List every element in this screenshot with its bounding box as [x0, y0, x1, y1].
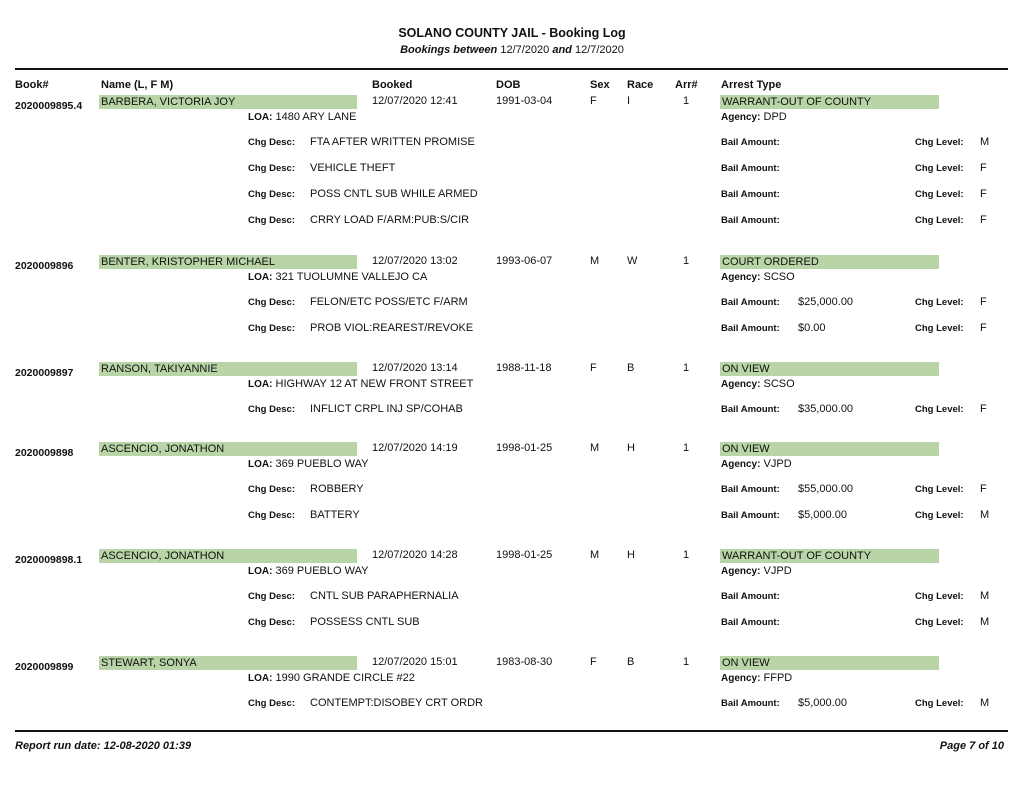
charge-desc-label: Chg Desc: [248, 404, 295, 415]
agency-label: Agency: [721, 566, 761, 577]
bail-amount-label: Bail Amount: [721, 137, 780, 148]
loa-label: LOA: [248, 566, 273, 577]
inmate-name: BENTER, KRISTOPHER MICHAEL [99, 255, 357, 269]
location-of-arrest [248, 565, 368, 577]
col-name: Name (L, F M) [101, 79, 174, 91]
sex-value: F [590, 95, 597, 107]
booked-datetime: 12/07/2020 14:28 [372, 549, 458, 561]
charge-row [0, 509, 1024, 523]
charge-desc-label: Chg Desc: [248, 137, 295, 148]
charge-description: VEHICLE THEFT [310, 162, 396, 174]
inmate-name: BARBERA, VICTORIA JOY [99, 95, 357, 109]
agency-value: VJPD [763, 565, 792, 577]
date-to: 12/7/2020 [574, 44, 624, 56]
charge-desc-label: Chg Desc: [248, 484, 295, 495]
bail-amount: $25,000.00 [798, 296, 854, 308]
report-title: SOLANO COUNTY JAIL - Booking Log [398, 26, 626, 40]
inmate-name: ASCENCIO, JONATHON [99, 549, 357, 563]
charge-description: FELON/ETC POSS/ETC F/ARM [310, 296, 468, 308]
arrest-type: COURT ORDERED [720, 255, 939, 269]
arrest-count: 1 [683, 656, 690, 668]
bail-amount: $55,000.00 [798, 483, 854, 495]
charge-level-label: Chg Level: [915, 323, 964, 334]
location-of-arrest [248, 271, 427, 283]
agency-label: Agency: [721, 112, 761, 123]
loa-value: HIGHWAY 12 AT NEW FRONT STREET [275, 378, 474, 390]
race-value: B [627, 656, 635, 668]
charge-row [0, 136, 1024, 150]
col-race: Race [627, 79, 654, 91]
charge-row [0, 214, 1024, 228]
arrest-count: 1 [683, 95, 690, 107]
agency-value: VJPD [763, 458, 792, 470]
sex-value: M [590, 255, 600, 267]
bail-amount-label: Bail Amount: [721, 297, 780, 308]
charge-level: F [980, 322, 987, 334]
booked-datetime: 12/07/2020 13:02 [372, 255, 458, 267]
charge-level: M [980, 697, 990, 709]
charge-level-label: Chg Level: [915, 163, 964, 174]
date-of-birth: 1988-11-18 [496, 362, 552, 374]
arrest-type: WARRANT-OUT OF COUNTY [720, 95, 939, 109]
charge-level: M [980, 590, 990, 602]
col-arrest-type: Arrest Type [721, 79, 782, 91]
charge-description: ROBBERY [310, 483, 364, 495]
bail-amount-label: Bail Amount: [721, 323, 780, 334]
bail-amount-label: Bail Amount: [721, 698, 780, 709]
loa-value: 1990 GRANDE CIRCLE #22 [275, 672, 415, 684]
subtitle-prefix: Bookings between [400, 44, 498, 56]
book-number: 2020009897 [15, 367, 74, 379]
location-of-arrest [248, 672, 415, 684]
booking-record [0, 442, 1024, 535]
charge-row [0, 590, 1024, 604]
header-rule [15, 68, 1008, 70]
charge-desc-label: Chg Desc: [248, 323, 295, 334]
date-of-birth: 1983-08-30 [496, 656, 553, 668]
charge-level: M [980, 616, 990, 628]
footer-rule [15, 730, 1008, 732]
charge-level: F [980, 296, 987, 308]
charge-description: POSSESS CNTL SUB [310, 616, 420, 628]
book-number: 2020009898 [15, 447, 74, 459]
location-of-arrest [248, 458, 368, 470]
charge-row [0, 483, 1024, 497]
charge-description: CNTL SUB PARAPHERNALIA [310, 590, 459, 602]
loa-label: LOA: [248, 379, 273, 390]
charge-description: CRRY LOAD F/ARM:PUB:S/CIR [310, 214, 470, 226]
charge-level-label: Chg Level: [915, 137, 964, 148]
arrest-type: ON VIEW [720, 442, 939, 456]
charge-description: FTA AFTER WRITTEN PROMISE [310, 136, 475, 148]
charge-level-label: Chg Level: [915, 189, 964, 200]
bail-amount: $5,000.00 [798, 697, 847, 709]
charge-level: M [980, 136, 990, 148]
arresting-agency [721, 378, 795, 390]
bail-amount: $0.00 [798, 322, 826, 334]
race-value: H [627, 549, 635, 561]
loa-value: 321 TUOLUMNE VALLEJO CA [275, 271, 428, 283]
race-value: I [627, 95, 631, 107]
agency-label: Agency: [721, 459, 761, 470]
inmate-name: RANSON, TAKIYANNIE [99, 362, 357, 376]
bail-amount-label: Bail Amount: [721, 617, 780, 628]
arrest-count: 1 [683, 255, 690, 267]
agency-value: SCSO [763, 378, 795, 390]
col-arr: Arr# [675, 79, 698, 91]
page-number: Page 7 of 10 [939, 740, 1004, 752]
race-value: H [627, 442, 635, 454]
charge-level-label: Chg Level: [915, 617, 964, 628]
book-number: 2020009896 [15, 260, 74, 272]
col-dob: DOB [496, 79, 521, 91]
bail-amount-label: Bail Amount: [721, 484, 780, 495]
arrest-count: 1 [683, 362, 690, 374]
charge-row [0, 188, 1024, 202]
booked-datetime: 12/07/2020 15:01 [372, 656, 458, 668]
loa-label: LOA: [248, 459, 273, 470]
sex-value: M [590, 549, 600, 561]
arresting-agency [721, 271, 795, 283]
charge-level: F [980, 403, 987, 415]
agency-label: Agency: [721, 673, 761, 684]
arresting-agency [721, 672, 792, 684]
date-from: 12/7/2020 [500, 44, 550, 56]
arresting-agency [721, 565, 792, 577]
charge-description: CONTEMPT:DISOBEY CRT ORDR [310, 697, 483, 709]
charge-row [0, 322, 1024, 336]
charge-level: F [980, 483, 987, 495]
agency-value: SCSO [763, 271, 795, 283]
charge-desc-label: Chg Desc: [248, 215, 295, 226]
bail-amount: $35,000.00 [798, 403, 854, 415]
sex-value: M [590, 442, 600, 454]
arrest-count: 1 [683, 549, 690, 561]
report-run-date: Report run date: 12-08-2020 01:39 [15, 740, 192, 752]
bail-amount-label: Bail Amount: [721, 163, 780, 174]
charge-level: F [980, 188, 987, 200]
sex-value: F [590, 656, 597, 668]
charge-description: PROB VIOL:REAREST/REVOKE [310, 322, 474, 334]
loa-value: 1480 ARY LANE [275, 111, 357, 123]
book-number: 2020009895.4 [15, 100, 83, 112]
book-number: 2020009899 [15, 661, 74, 673]
charge-level-label: Chg Level: [915, 404, 964, 415]
inmate-name: ASCENCIO, JONATHON [99, 442, 357, 456]
booked-datetime: 12/07/2020 13:14 [372, 362, 458, 374]
arrest-type: WARRANT-OUT OF COUNTY [720, 549, 939, 563]
charge-level-label: Chg Level: [915, 297, 964, 308]
col-booked: Booked [372, 79, 413, 91]
charge-row [0, 162, 1024, 176]
agency-value: DPD [763, 111, 787, 123]
bail-amount-label: Bail Amount: [721, 404, 780, 415]
charge-level: M [980, 509, 990, 521]
sex-value: F [590, 362, 597, 374]
bail-amount: $5,000.00 [798, 509, 847, 521]
location-of-arrest [248, 378, 473, 390]
date-of-birth: 1993-06-07 [496, 255, 553, 267]
charge-level: F [980, 214, 987, 226]
charge-level-label: Chg Level: [915, 484, 964, 495]
report-subtitle [0, 44, 1024, 56]
charge-level-label: Chg Level: [915, 698, 964, 709]
charge-desc-label: Chg Desc: [248, 297, 295, 308]
charge-row [0, 296, 1024, 310]
agency-label: Agency: [721, 379, 761, 390]
charge-row [0, 616, 1024, 630]
loa-label: LOA: [248, 272, 273, 283]
bail-amount-label: Bail Amount: [721, 215, 780, 226]
charge-desc-label: Chg Desc: [248, 617, 295, 628]
book-number: 2020009898.1 [15, 554, 83, 566]
bail-amount-label: Bail Amount: [721, 189, 780, 200]
bail-amount-label: Bail Amount: [721, 591, 780, 602]
loa-label: LOA: [248, 112, 273, 123]
location-of-arrest [248, 111, 356, 123]
arresting-agency [721, 111, 787, 123]
charge-desc-label: Chg Desc: [248, 591, 295, 602]
charge-description: BATTERY [310, 509, 360, 521]
charge-description: POSS CNTL SUB WHILE ARMED [310, 188, 478, 200]
col-sex: Sex [590, 79, 610, 91]
race-value: W [627, 255, 638, 267]
bail-amount-label: Bail Amount: [721, 510, 780, 521]
booking-record [0, 549, 1024, 642]
loa-value: 369 PUEBLO WAY [275, 458, 369, 470]
agency-value: FFPD [763, 672, 793, 684]
col-book: Book# [15, 79, 49, 91]
charge-row [0, 697, 1024, 711]
booking-record [0, 255, 1024, 348]
booked-datetime: 12/07/2020 12:41 [372, 95, 458, 107]
date-of-birth: 1998-01-25 [496, 549, 553, 561]
date-of-birth: 1991-03-04 [496, 95, 553, 107]
inmate-name: STEWART, SONYA [99, 656, 357, 670]
booking-record [0, 95, 1024, 240]
charge-description: INFLICT CRPL INJ SP/COHAB [310, 403, 463, 415]
loa-label: LOA: [248, 673, 273, 684]
charge-level-label: Chg Level: [915, 591, 964, 602]
charge-level-label: Chg Level: [915, 510, 964, 521]
charge-desc-label: Chg Desc: [248, 510, 295, 521]
arrest-type: ON VIEW [720, 656, 939, 670]
date-of-birth: 1998-01-25 [496, 442, 553, 454]
charge-desc-label: Chg Desc: [248, 163, 295, 174]
charge-row [0, 403, 1024, 417]
subtitle-and: and [552, 44, 572, 56]
booking-record [0, 656, 1024, 723]
charge-desc-label: Chg Desc: [248, 189, 295, 200]
loa-value: 369 PUEBLO WAY [275, 565, 369, 577]
race-value: B [627, 362, 635, 374]
booked-datetime: 12/07/2020 14:19 [372, 442, 458, 454]
charge-level: F [980, 162, 987, 174]
charge-level-label: Chg Level: [915, 215, 964, 226]
agency-label: Agency: [721, 272, 761, 283]
arresting-agency [721, 458, 792, 470]
arrest-type: ON VIEW [720, 362, 939, 376]
charge-desc-label: Chg Desc: [248, 698, 295, 709]
arrest-count: 1 [683, 442, 690, 454]
booking-record [0, 362, 1024, 429]
